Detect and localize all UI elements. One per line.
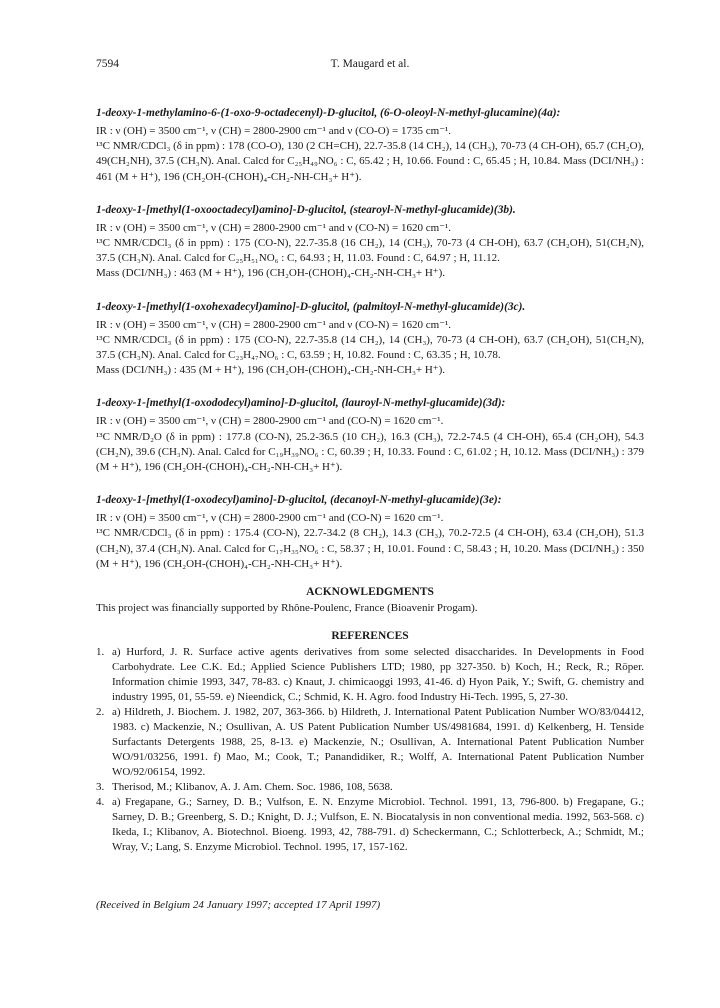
reference-item [96,780,644,795]
compound-list [96,106,644,572]
acknowledgments-heading: ACKNOWLEDGMENTS [306,586,434,599]
compound-entry [96,106,644,185]
page-number: 7594 [96,58,119,70]
reference-number: 4. [96,796,105,809]
running-head [96,58,644,78]
ir-line: IR : ν (OH) = 3500 cm⁻¹, ν (CH) = 2800-2900 cm⁻¹ and ν (CO-O) = 1735 cm⁻¹. [96,125,452,137]
nmr-line: ¹³C NMR/CDCl₃ (δ in ppm) : 178 (CO-O), 130 (2 CH=CH), 22.7-35.8 (14 CH₂), 14 (CH₃), 70-73 (4 CH-OH), 65.7 (CH₂O), 49(CH₂NH), 37.5 (CH₃N). Anal. Calcd for C₂₅H₄₉NO₆ : C, 65.42 ; H, 10.66. Found : C, 65.45 ; H, 10.84. Mass (DCI/NH₃) : 461 (M + H⁺), 196 (CH₂OH-(CHOH)₄-CH₂-NH-CH₃+ H⁺). [96,140,644,183]
compound-title: 1-deoxy-1-methylamino-6-(1-oxo-9-octadecenyl)-D-glucitol, (6-O-oleoyl-N-methyl-glucamine)(4a): [96,107,561,119]
running-author: T. Maugard et al. [330,58,410,70]
mass-line: Mass (DCI/NH₃) : 435 (M + H⁺), 196 (CH₂OH-(CHOH)₄-CH₂-NH-CH₃+ H⁺). [96,364,446,377]
reference-text: a) Fregapane, G.; Sarney, D. B.; Vulfson, E. N. Enzyme Microbiol. Technol. 1991, 13, 796-800. b) Fregapane, G.; Sarney, D. B.; Greenberg, S. D.; Knight, D. J.; Vulfson, E. N. Biocatalysis in non conventional media. 1992, 563-568. c) Ikeda, I.; Klibanov, A. Biotechnol. Bioeng. 1993, 42, 788-791. d) Scheckermann, C.; Schlotterbeck, A.; Schmidt, M.; Wray, V.; Lang, S. Enzyme Microbiol. Technol. 1995, 17, 157-162. [112,796,644,854]
acknowledgments-text: This project was financially supported by Rhône-Poulenc, France (Bioavenir Progam). [96,602,478,615]
ir-line: IR : ν (OH) = 3500 cm⁻¹, ν (CH) = 2800-2900 cm⁻¹ and ν (CO-N) = 1620 cm⁻¹. [96,318,452,331]
reference-number: 2. [96,706,105,719]
nmr-line: ¹³C NMR/CDCl₃ (δ in ppm) : 175 (CO-N), 22.7-35.8 (14 CH₂), 14 (CH₃), 70-73 (4 CH-OH), 63.7 (CH₂OH), 51(CH₂N), 37.5 (CH₃N). Anal. Calcd for C₂₃H₄₇NO₆ : C, 63.59 ; H, 10.82. Found : C, 63.35 ; H, 10.78. [96,333,644,362]
nmr-line: ¹³C NMR/CDCl₃ (δ in ppm) : 175.4 (CO-N), 22.7-34.2 (8 CH₂), 14.3 (CH₃), 70.2-72.5 (4 CH-OH), 63.4 (CH₂OH), 51.3 (CH₂N), 37.4 (CH₃N). Anal. Calcd for C₁₇H₃₅NO₆ : C, 58.37 ; H, 10.01. Found : C, 58.43 ; H, 10.20. Mass (DCI/NH₃) : 350 (M + H⁺), 196 (CH₂OH-(CHOH)₄-CH₂-NH-CH₃+ H⁺). [96,527,644,570]
ir-line: IR : ν (OH) = 3500 cm⁻¹, ν (CH) = 2800-2900 cm⁻¹ and ν (CO-N) = 1620 cm⁻¹. [96,221,452,234]
nmr-line: ¹³C NMR/CDCl₃ (δ in ppm) : 175 (CO-N), 22.7-35.8 (16 CH₂), 14 (CH₃), 70-73 (4 CH-OH), 63.7 (CH₂OH), 51(CH₂N), 37.5 (CH₃N). Anal. Calcd for C₂₅H₅₁NO₆ : C, 64.93 ; H, 11.03. Found : C, 64.97 ; H, 11.12. [96,237,644,265]
compound-title: 1-deoxy-1-[methyl(1-oxodecyl)amino]-D-glucitol, (decanoyl-N-methyl-glucamide)(3e): [96,494,502,507]
compound-title: 1-deoxy-1-[methyl(1-oxooctadecyl)amino]-D-glucitol, (stearoyl-N-methyl-glucamide)(3b). [96,203,516,216]
compound-data [96,414,644,475]
compound-title: 1-deoxy-1-[methyl(1-oxododecyl)amino]-D-glucitol, (lauroyl-N-methyl-glucamide)(3d): [96,397,506,410]
reference-text: a) Hurford, J. R. Surface active agents derivatives from some selected disaccharides. In Developments in Food Carbohydrate. Lee C.K. Ed.; Applied Science Publishers LTD; 1980, pp 327-350. b) Koch, H.; Reck, R.; Röper. Information chimie 1993, 347, 78-83. c) Knaut, J. chimicaoggi 1993, 41-46. d) Hyon Paik, Y.; Swift, G. chemistry and industry 1995, 01, 55-59. e) Nieendick, C.; Schmid, K. H. Agro. food Industry Hi-Tech. 1995, 5, 27-30. [112,646,644,704]
mass-line: Mass (DCI/NH₃) : 463 (M + H⁺), 196 (CH₂OH-(CHOH)₄-CH₂-NH-CH₃+ H⁺). [96,267,446,280]
reference-item [96,705,644,780]
references-heading: REFERENCES [331,630,409,643]
compound-data [96,511,644,572]
reference-item [96,795,644,855]
compound-entry [96,493,644,572]
reference-item [96,645,644,705]
journal-page [96,58,644,911]
compound-title: 1-deoxy-1-[methyl(1-oxohexadecyl)amino]-D-glucitol, (palmitoyl-N-methyl-glucamide)(3c). [96,300,526,313]
compound-entry [96,396,644,475]
compound-entry [96,300,644,379]
compound-data [96,318,644,379]
reference-text: Therisod, M.; Klibanov, A. J. Am. Chem. Soc. 1986, 108, 5638. [112,781,393,794]
reference-number: 3. [96,781,105,794]
compound-entry [96,203,644,282]
reference-list [96,645,644,855]
compound-data [96,124,644,185]
received-dates: (Received in Belgium 24 January 1997; accepted 17 April 1997) [96,899,381,912]
ir-line: IR : ν (OH) = 3500 cm⁻¹, ν (CH) = 2800-2900 cm⁻¹ and (CO-N) = 1620 cm⁻¹. [96,415,444,428]
reference-number: 1. [96,646,105,659]
compound-data [96,221,644,282]
nmr-line: ¹³C NMR/D₂O (δ in ppm) : 177.8 (CO-N), 25.2-36.5 (10 CH₂), 16.3 (CH₃), 72.2-74.5 (4 CH-OH), 65.4 (CH₂OH), 54.3 (CH₂N), 39.6 (CH₃N). Anal. Calcd for C₁₉H₃₉NO₆ : C, 60.39 ; H, 10.33. Found : C, 61.02 ; H, 10.12. Mass (DCI/NH₃) : 379 (M + H⁺), 196 (CH₂OH-(CHOH)₄-CH₂-NH-CH₃+ H⁺). [96,430,644,474]
reference-text: a) Hildreth, J. Biochem. J. 1982, 207, 363-366. b) Hildreth, J. International Patent Publication Number WO/83/04412, 1983. c) Mackenzie, N.; Osullivan, A. US Patent Publication Number US/4981684, 1991. d) Kelkenberg, H. Tenside Surfactants Detergents 1988, 25, 8-13. e) Mackenzie, N.; Osullivan, A. International Patent Publication Number WO/91/03256, 1991. f) Mao, M.; Cook, T.; Panandidiker, R.; Wolff, A. International Patent Publication Number WO/92/06154, 1992. [112,706,644,779]
ir-line: IR : ν (OH) = 3500 cm⁻¹, ν (CH) = 2800-2900 cm⁻¹ and (CO-N) = 1620 cm⁻¹. [96,512,444,525]
